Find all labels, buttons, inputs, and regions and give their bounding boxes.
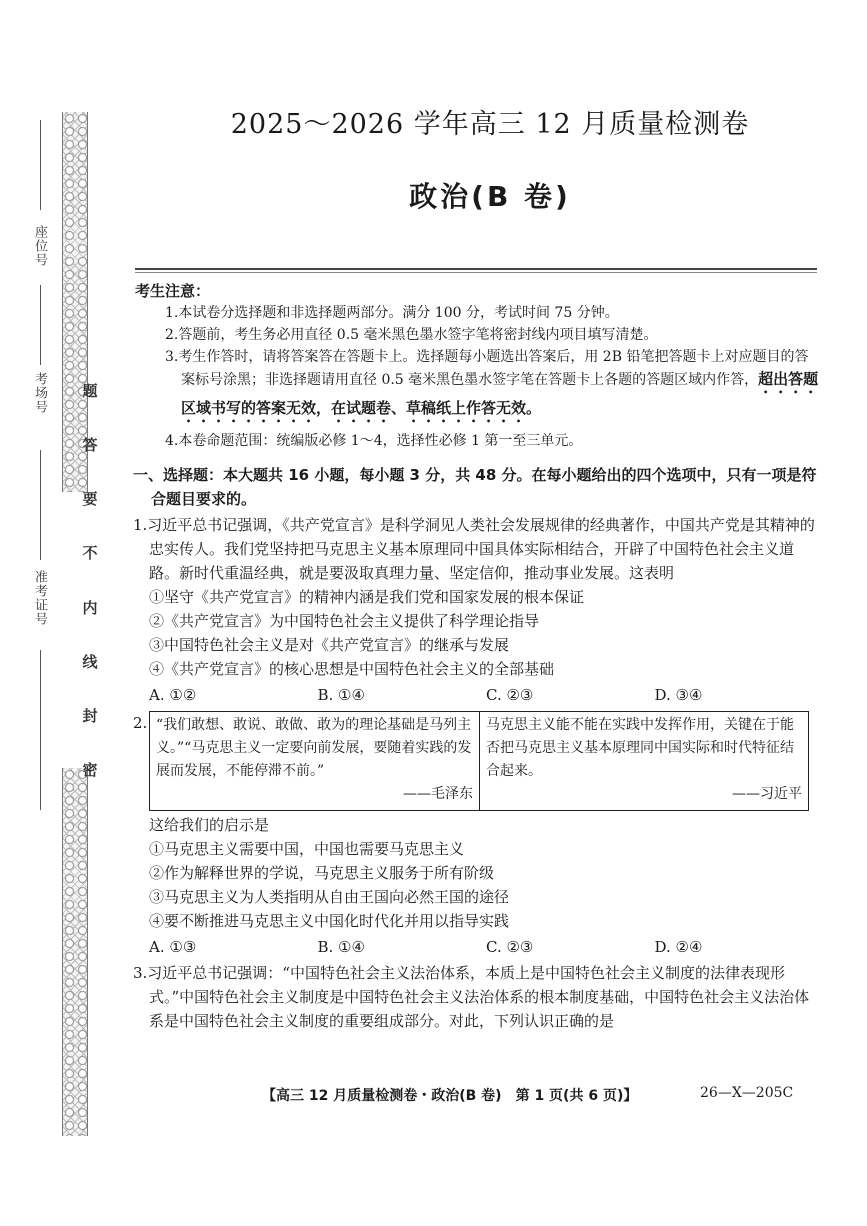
notice-list [135, 302, 820, 452]
choice-c: C. ②③ [486, 938, 534, 956]
choice-d: D. ③④ [654, 686, 703, 704]
seat-number-line [40, 120, 41, 210]
seal-char: 线 [82, 652, 98, 671]
room-number-label: 考场号 [32, 372, 47, 414]
choice-b: B. ①④ [317, 686, 365, 704]
question-1-option: ①坚守《共产党宣言》的精神内涵是我们党和国家发展的根本保证 [149, 588, 585, 606]
question-3-stem: 3.习近平总书记强调：“中国特色社会主义法治体系，本质上是中国特色社会主义制度的法律表现形式。”中国特色社会主义制度是中国特色社会主义法治体系的根本制度基础，中国特色社会主义法治体系是中国特色社会主义制度的重要组成部分。对此，下列认识正确的是 [133, 964, 810, 1030]
question-1-choices [133, 683, 823, 707]
question-1-option: ③中国特色社会主义是对《共产党宣言》的继承与发展 [149, 636, 510, 654]
seal-char: 内 [82, 598, 98, 617]
header-divider-thin [135, 272, 817, 273]
quote-mao-attribution: ——毛泽东 [403, 786, 473, 802]
decorative-pattern-bottom [62, 768, 88, 1136]
question-2-option: ②作为解释世界的学说，马克思主义服务于所有阶级 [149, 864, 495, 882]
question-2-number: 2. [133, 714, 148, 732]
seal-char: 不 [82, 544, 98, 563]
notice-emphasis: 超出答题区域书写的答案无效，在试题卷、草稿纸上作答无效。 [181, 370, 819, 417]
choice-b: B. ①④ [317, 938, 365, 956]
quote-table [149, 711, 809, 811]
question-2-option: ①马克思主义需要中国，中国也需要马克思主义 [149, 840, 465, 858]
quote-xi [479, 712, 808, 810]
ticket-number-line [40, 450, 41, 560]
seal-char: 封 [82, 706, 98, 725]
notice-item [165, 346, 820, 426]
question-2-prompt: 这给我们的启示是 [149, 816, 270, 834]
seat-number-label: 座位号 [32, 225, 47, 267]
choice-d: D. ②④ [654, 938, 703, 956]
exam-subtitle: 政治(B 卷) [409, 180, 571, 213]
candidate-notice [135, 280, 820, 452]
choice-a: A. ①② [149, 686, 197, 704]
question-area [133, 463, 823, 1033]
question-2-option: ③马克思主义为人类指明从自由王国向必然王国的途径 [149, 888, 510, 906]
notice-item: 1.本试卷分选择题和非选择题两部分。满分 100 分，考试时间 75 分钟。 [165, 305, 619, 321]
quote-xi-text: 马克思主义能不能在实践中发挥作用，关键在于能否把马克思主义基本原理同中国实际和时代特征结合起来。 [486, 717, 794, 779]
page-footer: 【高三 12 月质量检测卷・政治(B 卷) 第 1 页(共 6 页)】 [262, 1088, 638, 1104]
question-2 [133, 711, 823, 811]
quote-mao-text: “我们敢想、敢说、敢做、敢为的理论基础是马列主义。”“马克思主义一定要向前发展，要随着实践的发展而发展，不能停滞不前。” [156, 717, 472, 779]
header-divider [135, 268, 817, 270]
seal-char: 密 [82, 760, 98, 779]
section-heading: 一、选择题：本大题共 16 小题，每小题 3 分，共 48 分。在每小题给出的四个选项中，只有一项是符合题目要求的。 [133, 466, 817, 508]
quote-mao [150, 712, 479, 810]
seal-char: 要 [82, 490, 98, 509]
paper-code: 26—X—205C [700, 1085, 794, 1101]
seal-char: 答 [82, 436, 98, 455]
question-2-choices [133, 935, 823, 959]
question-2-option: ④要不断推进马克思主义中国化时代化并用以指导实践 [149, 912, 510, 930]
room-number-line [40, 285, 41, 365]
binding-margin [0, 0, 130, 1226]
name-line [40, 650, 41, 810]
seal-char: 题 [82, 382, 98, 400]
choice-a: A. ①③ [149, 938, 197, 956]
question-1-option: ②《共产党宣言》为中国特色社会主义提供了科学理论指导 [149, 612, 540, 630]
notice-heading: 考生注意： [135, 282, 211, 300]
quote-xi-attribution: ——习近平 [732, 786, 802, 802]
exam-title: 2025～2026 学年高三 12 月质量检测卷 [230, 109, 750, 140]
choice-c: C. ②③ [486, 686, 534, 704]
question-1-stem: 1.习近平总书记强调，《共产党宣言》是科学洞见人类社会发展规律的经典著作，中国共产党是其精神的忠实传人。我们党坚持把马克思主义基本原理同中国具体实际相结合，开辟了中国特色社会主义道路。新时代重温经典，就是要汲取真理力量、坚定信仰，推动事业发展。这表明 [133, 516, 815, 582]
notice-item: 4.本卷命题范围：统编版必修 1～4，选择性必修 1 第一至三单元。 [165, 433, 583, 449]
ticket-number-label: 准考证号 [32, 570, 47, 626]
seal-line-warning [75, 380, 105, 780]
question-1-option: ④《共产党宣言》的核心思想是中国特色社会主义的全部基础 [149, 660, 555, 678]
notice-item-text: 3.考生作答时，请将答案答在答题卡上。选择题每小题选出答案后，用 2B 铅笔把答题卡上对应题目的答案标号涂黑；非选择题请用直径 0.5 毫米黑色墨水签字笔在答题卡上各题的答题区域内作答， [165, 349, 809, 388]
notice-item: 2.答题前，考生务必用直径 0.5 毫米黑色墨水签字笔将密封线内项目填写清楚。 [165, 327, 658, 343]
